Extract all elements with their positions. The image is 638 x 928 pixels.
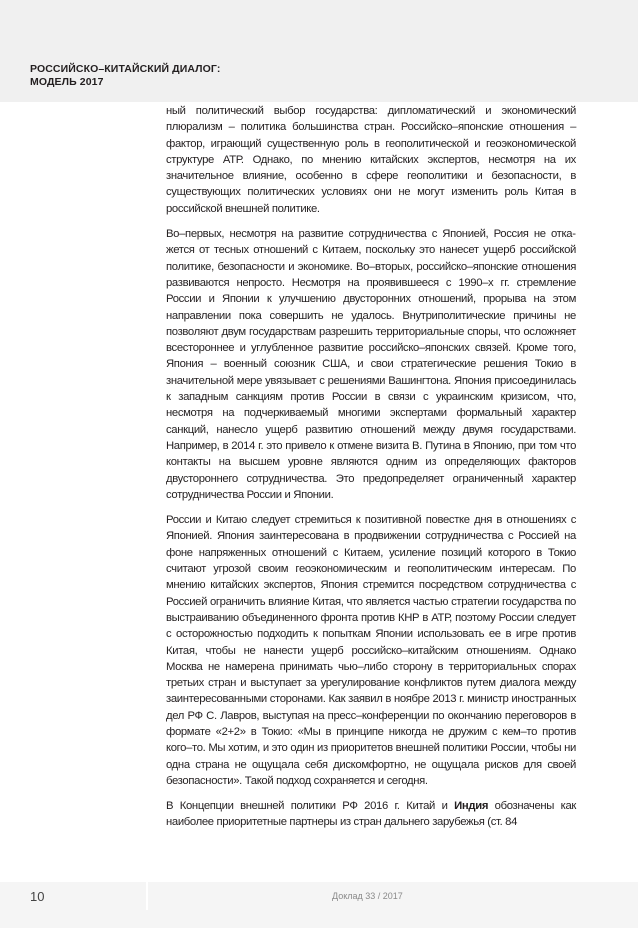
paragraph-4 (166, 798, 576, 831)
page-number: 10 (30, 889, 45, 904)
running-title-line-1: РОССИЙСКО–КИТАЙСКИЙ ДИАЛОГ: (30, 63, 221, 75)
paragraph-2: Во–первых, несмотря на развитие сотрудничества с Японией, Россия не откажется от тесных отношений с Китаем, поскольку это нанесет ущерб российской политике, безопасности и экономике. Во–вторых, российско–японские отношения развиваются непросто. Несмотря на проявившееся с 1990–х гг. стремление России и Японии к улучшению двусторонних отношений, прорыва на этом направлении пока совершить не удалось. Внутриполитические причины не позволяют двум государствам разрешить территориальные споры, что осложняет всестороннее и углубленное развитие российско–японских связей. Кроме того, Япония – военный союзник США, и свои стратегические решения Токио в значительной мере увязывает с решениями Вашингтона. Япония присоединилась к западным санкциям против России в связи с украинским кризисом, что, несмотря на подчеркиваемый многими экспертами формальный характер санкций, нанесло ущерб развитию отношений между двумя государствами. Например, в 2014 г. это привело к отмене визита В. Путина в Японию, при том что контакты на высшем уровне являются одним из определяющих факторов двустороннего сотрудничества. Это предопределяет ограниченный характер сотрудничества России и Японии. (166, 228, 576, 501)
footer-band (0, 882, 638, 928)
report-label: Доклад 33 / 2017 (332, 891, 403, 901)
paragraph-4-end: обозначены как наиболее приоритетные партнеры из стран дальнего зарубежья (ст. 84 (166, 800, 576, 829)
paragraph-4-start: В Концепции внешней политики РФ 2016 г. Китай и (166, 800, 455, 813)
paragraph-1: ный политический выбор государства: дипломатический и экономический плюрализм – политика большинства стран. Российско–японские отношения – фактор, играющий существенную роль в геополитической и геоэкономической структуре АТР. Однако, по мнению китайских экспертов, несмотря на их значительное влияние, особенно в сфере геополитики и безопасности, в существующих политических условиях они не могут изменить роль Китая в российской внешней политике. (166, 105, 576, 215)
running-title (30, 63, 220, 89)
running-title-line-2: МОДЕЛЬ 2017 (30, 76, 104, 88)
footer-divider (146, 882, 148, 910)
body-text (166, 103, 576, 840)
paragraph-3: России и Китаю следует стремиться к позитивной повестке дня в отношениях с Японией. Япония заинтересована в продвижении сотрудничества с Россией на фоне напряженных отношений с Китаем, усиление позиций которого в Токио считают угрозой своим геоэкономическим и геополитическим интересам. По мнению китайских экспертов, Япония стремится посредством сотрудничества с Россией ограничить влияние Китая, что является частью стратегии государства по выстраиванию объединенного фронта против КНР в АТР, поэтому России следует с осторожностью подходить к попыткам Японии использовать ее в игре против Китая, чтобы не нанести ущерб российско–китайским отношениям. Однако Москва не намерена принимать чью–либо сторону в территориальных спорах третьих стран и выступает за урегулирование конфликтов путем диалога между заинтересованными сторонами. Как заявил в ноябре 2013 г. министр иностранных дел РФ С. Лавров, выступая на пресс–конференции по окончанию переговоров в формате «2+2» в Токио: «Мы в принципе никогда не дружим с кем–то против кого–то. Мы хотим, и это один из приоритетов внешней политики России, чтобы ни одна страна не ощущала себя дискомфортно, не ощущала рисков для своей безопасности». Такой подход сохраняется и сегодня. (166, 514, 576, 787)
emphasis-india: Индия (454, 800, 489, 813)
